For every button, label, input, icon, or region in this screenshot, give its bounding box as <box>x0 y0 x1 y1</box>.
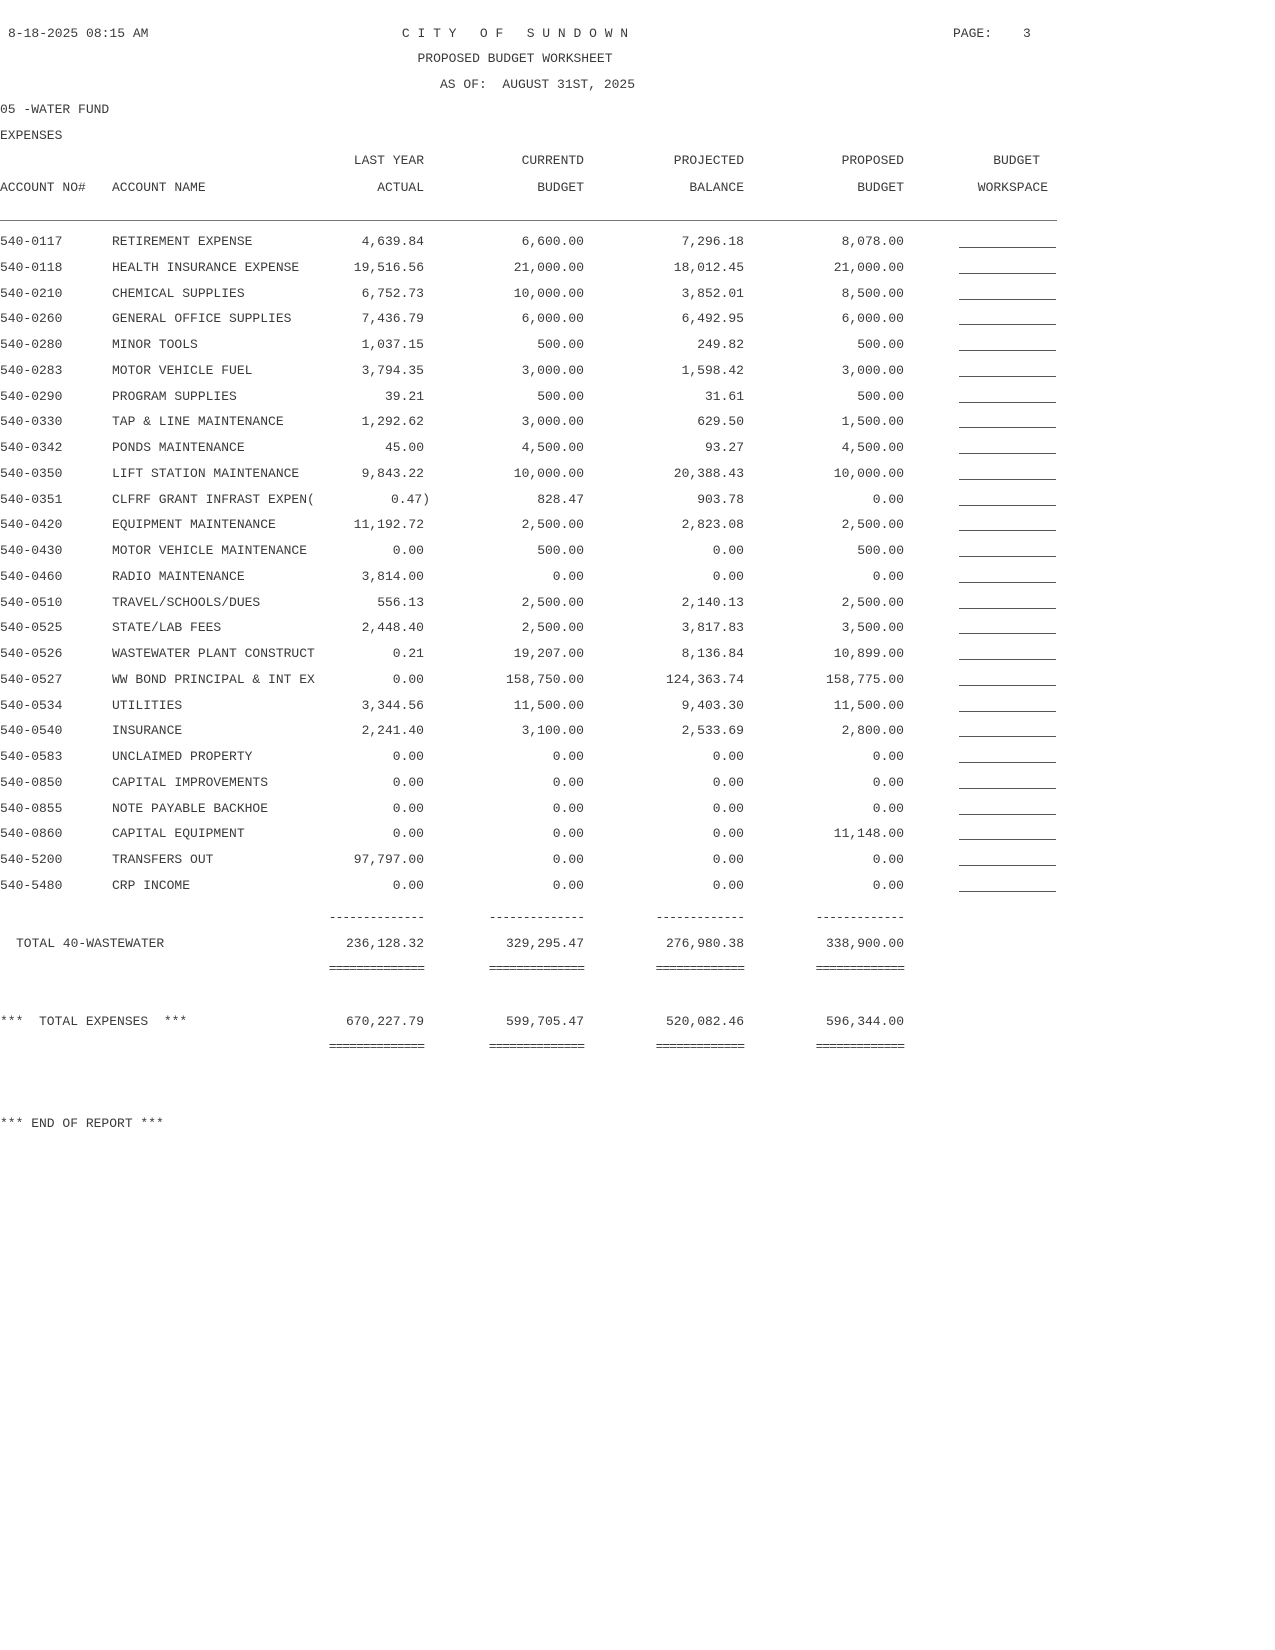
grand-double-separator-last: ============== <box>328 1039 424 1054</box>
proposed-budget: 0.00 <box>872 491 904 507</box>
table-row <box>0 775 1060 791</box>
end-of-report: *** END OF REPORT *** <box>0 1116 164 1131</box>
table-row <box>0 234 1060 250</box>
proposed-budget: 0.00 <box>872 852 904 867</box>
projected-balance: 0.00 <box>712 749 744 764</box>
projected-balance: 2,823.08 <box>681 517 744 533</box>
last-year-actual: 0.00 <box>392 543 424 558</box>
account-number: 540-0290 <box>0 388 63 404</box>
projected-balance: 1,598.42 <box>681 362 744 378</box>
proposed-budget: 21,000.00 <box>833 259 904 275</box>
col-current-1: CURRENTD <box>521 153 584 168</box>
account-number: 540-0342 <box>0 440 63 455</box>
last-year-actual: 3,344.56 <box>361 697 424 713</box>
proposed-budget: 0.00 <box>872 800 904 816</box>
proposed-budget: 0.00 <box>872 568 904 584</box>
last-year-actual: 2,241.40 <box>361 723 424 739</box>
account-number: 540-0526 <box>0 646 63 661</box>
account-name: TRAVEL/SCHOOLS/DUES <box>112 594 261 610</box>
table-row <box>0 337 1060 353</box>
page-label: PAGE: <box>953 26 993 41</box>
table-row <box>0 852 1060 868</box>
budget-workspace-field[interactable] <box>959 608 1056 609</box>
account-number: 540-5480 <box>0 877 63 893</box>
proposed-budget: 3,000.00 <box>841 362 904 378</box>
budget-workspace-field[interactable] <box>959 453 1056 454</box>
budget-workspace-field[interactable] <box>959 659 1056 660</box>
account-number: 540-0117 <box>0 234 63 249</box>
account-number: 540-0283 <box>0 362 63 378</box>
account-number: 540-0430 <box>0 543 63 558</box>
current-budget: 2,500.00 <box>521 594 584 610</box>
last-year-actual: 6,752.73 <box>361 285 424 301</box>
budget-workspace-field[interactable] <box>959 273 1056 274</box>
account-number: 540-0330 <box>0 414 63 430</box>
current-budget: 828.47 <box>537 491 584 507</box>
account-number: 540-0118 <box>0 259 63 275</box>
current-budget: 6,600.00 <box>521 234 584 249</box>
proposed-budget: 3,500.00 <box>841 620 904 636</box>
budget-workspace-field[interactable] <box>959 247 1056 248</box>
subtotal-label: TOTAL 40-WASTEWATER <box>16 936 165 951</box>
projected-balance: 249.82 <box>697 337 744 352</box>
budget-workspace-field[interactable] <box>959 891 1056 892</box>
proposed-budget: 0.00 <box>872 774 904 790</box>
table-row <box>0 878 1060 894</box>
account-number: 540-5200 <box>0 852 63 867</box>
account-number: 540-0260 <box>0 311 63 327</box>
current-budget: 10,000.00 <box>513 285 584 301</box>
projected-balance: 93.27 <box>704 440 744 455</box>
projected-balance: 0.00 <box>712 543 744 558</box>
col-last-year-1: LAST YEAR <box>353 153 424 168</box>
current-budget: 3,000.00 <box>521 414 584 430</box>
double-separator-proposed: ============= <box>815 961 904 976</box>
col-budget-2: WORKSPACE <box>977 180 1048 195</box>
current-budget: 11,500.00 <box>513 697 584 713</box>
last-year-actual: 0.00 <box>392 749 424 764</box>
account-name: CAPITAL EQUIPMENT <box>112 826 245 842</box>
proposed-budget: 4,500.00 <box>841 440 904 455</box>
last-year-actual: 0.00 <box>392 671 424 687</box>
last-year-actual: 0.21 <box>392 646 424 661</box>
last-year-actual: 39.21 <box>384 388 424 404</box>
proposed-budget: 10,000.00 <box>833 465 904 481</box>
proposed-budget: 500.00 <box>857 543 904 558</box>
proposed-budget: 500.00 <box>857 337 904 352</box>
account-number: 540-0583 <box>0 749 63 764</box>
account-name: WASTEWATER PLANT CONSTRUCT <box>112 646 315 661</box>
budget-workspace-field[interactable] <box>959 633 1056 634</box>
proposed-budget: 1,500.00 <box>841 414 904 430</box>
budget-workspace-field[interactable] <box>959 505 1056 506</box>
separator-projected: ------------- <box>655 910 744 925</box>
account-name: TRANSFERS OUT <box>112 852 214 867</box>
budget-workspace-field[interactable] <box>959 582 1056 583</box>
proposed-budget: 158,775.00 <box>825 671 904 687</box>
budget-workspace-field[interactable] <box>959 788 1056 789</box>
account-name: PONDS MAINTENANCE <box>112 440 245 455</box>
current-budget: 0.00 <box>552 852 584 867</box>
account-name: EQUIPMENT MAINTENANCE <box>112 517 276 533</box>
account-name: CRP INCOME <box>112 877 191 893</box>
projected-balance: 7,296.18 <box>681 234 744 249</box>
account-number: 540-0351 <box>0 491 63 507</box>
last-year-actual: 97,797.00 <box>353 852 424 867</box>
table-row <box>0 646 1060 662</box>
separator-current: -------------- <box>488 910 584 925</box>
projected-balance: 0.00 <box>712 826 744 842</box>
table-row <box>0 492 1060 508</box>
account-name: RETIREMENT EXPENSE <box>112 234 253 249</box>
double-separator-last: ============== <box>328 961 424 976</box>
proposed-budget: 2,500.00 <box>841 594 904 610</box>
budget-workspace-field[interactable] <box>959 402 1056 403</box>
subtotal-last: 236,128.32 <box>345 936 424 951</box>
last-year-actual: 3,814.00 <box>361 568 424 584</box>
budget-workspace-field[interactable] <box>959 685 1056 686</box>
last-year-actual: 3,794.35 <box>361 362 424 378</box>
account-number: 540-0350 <box>0 465 63 481</box>
last-year-actual: 1,292.62 <box>361 414 424 430</box>
account-number: 540-0527 <box>0 671 63 687</box>
grand-total-label: *** TOTAL EXPENSES *** <box>0 1014 188 1029</box>
account-number: 540-0525 <box>0 620 63 636</box>
last-year-actual: 0.00 <box>392 826 424 842</box>
account-number: 540-0860 <box>0 826 63 842</box>
current-budget: 21,000.00 <box>513 259 584 275</box>
col-projected-2: BALANCE <box>689 180 744 195</box>
current-budget: 0.00 <box>552 568 584 584</box>
double-separator-current: ============== <box>488 961 584 976</box>
budget-workspace-field[interactable] <box>959 865 1056 866</box>
account-number: 540-0210 <box>0 285 63 301</box>
projected-balance: 8,136.84 <box>681 646 744 661</box>
projected-balance: 903.78 <box>697 491 744 507</box>
account-number: 540-0850 <box>0 774 63 790</box>
table-row <box>0 260 1060 276</box>
last-year-actual: 0.47) <box>390 491 430 507</box>
last-year-actual: 556.13 <box>377 594 424 610</box>
projected-balance: 0.00 <box>712 774 744 790</box>
account-number: 540-0280 <box>0 337 63 352</box>
budget-workspace-field[interactable] <box>959 762 1056 763</box>
budget-workspace-field[interactable] <box>959 376 1056 377</box>
col-proposed-1: PROPOSED <box>841 153 904 168</box>
grand-double-separator-proposed: ============= <box>815 1039 904 1054</box>
grand-double-separator-current: ============== <box>488 1039 584 1054</box>
budget-workspace-field[interactable] <box>959 814 1056 815</box>
table-row <box>0 826 1060 842</box>
budget-workspace-field[interactable] <box>959 711 1056 712</box>
account-number: 540-0855 <box>0 800 63 816</box>
current-budget: 0.00 <box>552 749 584 764</box>
table-row <box>0 723 1060 739</box>
separator-last: -------------- <box>328 910 424 925</box>
account-name: CLFRF GRANT INFRAST EXPEN( <box>112 491 315 507</box>
projected-balance: 20,388.43 <box>673 465 744 481</box>
current-budget: 0.00 <box>552 877 584 893</box>
current-budget: 500.00 <box>537 337 584 352</box>
report-datetime: 8-18-2025 08:15 AM <box>8 26 149 41</box>
proposed-budget: 11,148.00 <box>833 826 904 842</box>
col-proposed-2: BUDGET <box>857 180 904 195</box>
current-budget: 10,000.00 <box>513 465 584 481</box>
budget-workspace-field[interactable] <box>959 350 1056 351</box>
current-budget: 2,500.00 <box>521 517 584 533</box>
proposed-budget: 2,800.00 <box>841 723 904 739</box>
subtotal-proposed: 338,900.00 <box>825 936 904 951</box>
proposed-budget: 0.00 <box>872 877 904 893</box>
as-of-date: AS OF: AUGUST 31ST, 2025 <box>440 77 636 92</box>
last-year-actual: 2,448.40 <box>361 620 424 636</box>
proposed-budget: 500.00 <box>857 388 904 404</box>
current-budget: 4,500.00 <box>521 440 584 455</box>
projected-balance: 18,012.45 <box>673 259 744 275</box>
budget-workspace-field[interactable] <box>959 839 1056 840</box>
budget-workspace-field[interactable] <box>959 427 1056 428</box>
account-number: 540-0420 <box>0 517 63 533</box>
current-budget: 158,750.00 <box>505 671 584 687</box>
table-row <box>0 466 1060 482</box>
account-name: CHEMICAL SUPPLIES <box>112 285 245 301</box>
fund-name: 05 -WATER FUND <box>0 102 110 117</box>
proposed-budget: 8,078.00 <box>841 234 904 249</box>
proposed-budget: 11,500.00 <box>833 697 904 713</box>
col-current-2: BUDGET <box>537 180 584 195</box>
projected-balance: 0.00 <box>712 568 744 584</box>
budget-workspace-field[interactable] <box>959 479 1056 480</box>
grand-total-current: 599,705.47 <box>505 1014 584 1029</box>
current-budget: 6,000.00 <box>521 311 584 327</box>
account-name: STATE/LAB FEES <box>112 620 222 636</box>
projected-balance: 2,140.13 <box>681 594 744 610</box>
projected-balance: 0.00 <box>712 800 744 816</box>
proposed-budget: 2,500.00 <box>841 517 904 533</box>
projected-balance: 3,852.01 <box>681 285 744 301</box>
current-budget: 3,000.00 <box>521 362 584 378</box>
table-row <box>0 698 1060 714</box>
last-year-actual: 45.00 <box>384 440 424 455</box>
account-name: RADIO MAINTENANCE <box>112 568 245 584</box>
subtotal-current: 329,295.47 <box>505 936 584 951</box>
account-number: 540-0460 <box>0 568 63 584</box>
table-row <box>0 440 1060 456</box>
col-budget-1: BUDGET <box>993 153 1040 168</box>
table-row <box>0 414 1060 430</box>
projected-balance: 0.00 <box>712 877 744 893</box>
budget-workspace-field[interactable] <box>959 530 1056 531</box>
account-name: GENERAL OFFICE SUPPLIES <box>112 311 292 327</box>
budget-workspace-field[interactable] <box>959 736 1056 737</box>
table-row <box>0 749 1060 765</box>
current-budget: 0.00 <box>552 800 584 816</box>
account-name: MOTOR VEHICLE FUEL <box>112 362 253 378</box>
account-name: UTILITIES <box>112 697 183 713</box>
last-year-actual: 9,843.22 <box>361 465 424 481</box>
account-name: MINOR TOOLS <box>112 337 198 352</box>
table-row <box>0 595 1060 611</box>
city-name: C I T Y O F S U N D O W N <box>401 26 629 41</box>
account-name: LIFT STATION MAINTENANCE <box>112 465 300 481</box>
projected-balance: 3,817.83 <box>681 620 744 636</box>
table-row <box>0 801 1060 817</box>
current-budget: 3,100.00 <box>521 723 584 739</box>
last-year-actual: 11,192.72 <box>353 517 424 533</box>
page-number: 3 <box>1023 26 1031 41</box>
table-row <box>0 311 1060 327</box>
double-separator-projected: ============= <box>655 961 744 976</box>
current-budget: 500.00 <box>537 543 584 558</box>
current-budget: 2,500.00 <box>521 620 584 636</box>
table-row <box>0 543 1060 559</box>
account-name: INSURANCE <box>112 723 183 739</box>
proposed-budget: 6,000.00 <box>841 311 904 327</box>
grand-total-projected: 520,082.46 <box>665 1014 744 1029</box>
budget-workspace-field[interactable] <box>959 324 1056 325</box>
account-number: 540-0510 <box>0 594 63 610</box>
account-name: PROGRAM SUPPLIES <box>112 388 237 404</box>
separator-proposed: ------------- <box>815 910 904 925</box>
table-row <box>0 286 1060 302</box>
account-name: CAPITAL IMPROVEMENTS <box>112 774 269 790</box>
table-row <box>0 672 1060 688</box>
account-name: MOTOR VEHICLE MAINTENANCE <box>112 543 308 558</box>
header-rule <box>0 220 1057 221</box>
projected-balance: 0.00 <box>712 852 744 867</box>
section-name: EXPENSES <box>0 128 63 143</box>
account-name: TAP & LINE MAINTENANCE <box>112 414 284 430</box>
table-row <box>0 620 1060 636</box>
grand-total-last: 670,227.79 <box>345 1014 424 1029</box>
col-projected-1: PROJECTED <box>673 153 744 168</box>
account-name: WW BOND PRINCIPAL & INT EX <box>112 671 315 687</box>
last-year-actual: 7,436.79 <box>361 311 424 327</box>
last-year-actual: 19,516.56 <box>353 259 424 275</box>
current-budget: 500.00 <box>537 388 584 404</box>
subtotal-projected: 276,980.38 <box>665 936 744 951</box>
report-title: PROPOSED BUDGET WORKSHEET <box>417 51 613 66</box>
grand-double-separator-projected: ============= <box>655 1039 744 1054</box>
account-name: UNCLAIMED PROPERTY <box>112 749 253 764</box>
current-budget: 0.00 <box>552 826 584 842</box>
last-year-actual: 0.00 <box>392 877 424 893</box>
last-year-actual: 0.00 <box>392 800 424 816</box>
projected-balance: 124,363.74 <box>665 671 744 687</box>
current-budget: 0.00 <box>552 774 584 790</box>
proposed-budget: 8,500.00 <box>841 285 904 301</box>
account-name: NOTE PAYABLE BACKHOE <box>112 800 269 816</box>
projected-balance: 6,492.95 <box>681 311 744 327</box>
proposed-budget: 10,899.00 <box>833 646 904 661</box>
table-row <box>0 517 1060 533</box>
projected-balance: 31.61 <box>704 388 744 404</box>
last-year-actual: 1,037.15 <box>361 337 424 352</box>
table-row <box>0 363 1060 379</box>
last-year-actual: 4,639.84 <box>361 234 424 249</box>
projected-balance: 9,403.30 <box>681 697 744 713</box>
col-last-year-2: ACTUAL <box>377 180 424 195</box>
budget-workspace-field[interactable] <box>959 556 1056 557</box>
grand-total-proposed: 596,344.00 <box>825 1014 904 1029</box>
last-year-actual: 0.00 <box>392 774 424 790</box>
account-number: 540-0540 <box>0 723 63 739</box>
projected-balance: 2,533.69 <box>681 723 744 739</box>
col-account-no: ACCOUNT NO# <box>0 180 86 195</box>
account-number: 540-0534 <box>0 697 63 713</box>
table-row <box>0 569 1060 585</box>
proposed-budget: 0.00 <box>872 749 904 764</box>
projected-balance: 629.50 <box>697 414 744 430</box>
col-account-name: ACCOUNT NAME <box>112 180 206 195</box>
table-row <box>0 389 1060 405</box>
account-name: HEALTH INSURANCE EXPENSE <box>112 259 300 275</box>
budget-workspace-field[interactable] <box>959 299 1056 300</box>
current-budget: 19,207.00 <box>513 646 584 661</box>
